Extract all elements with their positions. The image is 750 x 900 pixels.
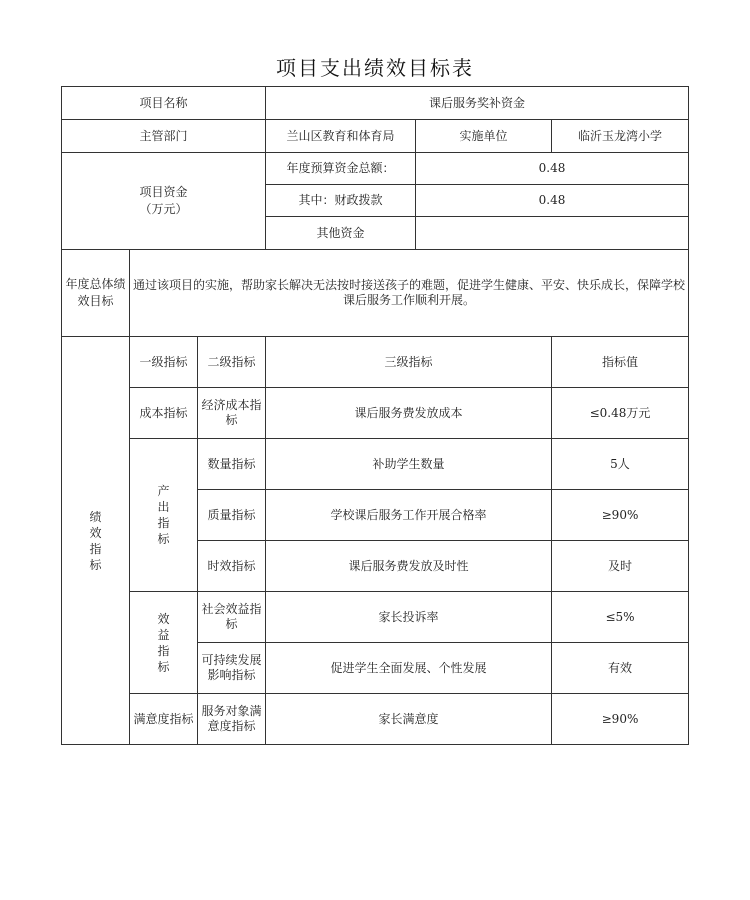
indicator-level3: 补助学生数量 — [266, 439, 552, 490]
performance-table — [61, 86, 689, 745]
indicator-level2: 可持续发展影响指标 — [198, 643, 266, 694]
indicator-level2: 数量指标 — [198, 439, 266, 490]
dept-value: 兰山区教育和体育局 — [266, 120, 416, 153]
group-benefit: 效益指标 — [157, 611, 170, 674]
table-row — [62, 439, 689, 490]
group-satisfaction: 满意度指标 — [130, 694, 198, 745]
row-funds-total — [62, 153, 689, 185]
funds-label: 项目资金 （万元） — [62, 153, 266, 250]
indicator-value: 及时 — [552, 541, 689, 592]
funds-total-value: 0.48 — [416, 153, 689, 185]
project-name-label: 项目名称 — [62, 87, 266, 120]
indicator-level2: 服务对象满意度指标 — [198, 694, 266, 745]
perf-label-cell — [62, 337, 130, 745]
funds-fiscal-value: 0.48 — [416, 185, 689, 217]
header-value: 指标值 — [552, 337, 689, 388]
row-annual-goal — [62, 250, 689, 337]
group-cost: 成本指标 — [130, 388, 198, 439]
indicator-value: 有效 — [552, 643, 689, 694]
header-level2: 二级指标 — [198, 337, 266, 388]
funds-other-value — [416, 217, 689, 250]
table-row — [62, 388, 689, 439]
indicator-level3: 家长满意度 — [266, 694, 552, 745]
indicator-level2: 时效指标 — [198, 541, 266, 592]
goal-text: 通过该项目的实施，帮助家长解决无法按时接送孩子的难题，促进学生健康、平安、快乐成长，保障学校课后服务工作顺利开展。 — [130, 250, 689, 337]
funds-other-label: 其他资金 — [266, 217, 416, 250]
header-level1: 一级指标 — [130, 337, 198, 388]
indicator-level3: 家长投诉率 — [266, 592, 552, 643]
group-benefit-cell — [130, 592, 198, 694]
indicator-level3: 课后服务费发放及时性 — [266, 541, 552, 592]
unit-value: 临沂玉龙湾小学 — [552, 120, 689, 153]
funds-total-label: 年度预算资金总额： — [266, 153, 416, 185]
dept-label: 主管部门 — [62, 120, 266, 153]
indicator-level2: 社会效益指标 — [198, 592, 266, 643]
table-row — [62, 694, 689, 745]
project-name-value: 课后服务奖补资金 — [266, 87, 689, 120]
goal-label: 年度总体绩效目标 — [62, 250, 130, 337]
indicator-value: 5人 — [552, 439, 689, 490]
indicator-value: ≥90% — [552, 490, 689, 541]
indicator-level2: 经济成本指标 — [198, 388, 266, 439]
indicator-value: ≤5% — [552, 592, 689, 643]
header-level3: 三级指标 — [266, 337, 552, 388]
indicator-level3: 促进学生全面发展、个性发展 — [266, 643, 552, 694]
funds-fiscal-label: 其中：财政拨款 — [266, 185, 416, 217]
row-department — [62, 120, 689, 153]
table-row — [62, 592, 689, 643]
indicator-value: ≤0.48万元 — [552, 388, 689, 439]
indicator-level3: 学校课后服务工作开展合格率 — [266, 490, 552, 541]
page-title: 项目支出绩效目标表 — [276, 56, 474, 80]
indicator-level2: 质量指标 — [198, 490, 266, 541]
group-output-cell — [130, 439, 198, 592]
indicator-level3: 课后服务费发放成本 — [266, 388, 552, 439]
row-headers — [62, 337, 689, 388]
row-project-name — [62, 87, 689, 120]
perf-label: 绩效指标 — [89, 509, 102, 572]
indicator-value: ≥90% — [552, 694, 689, 745]
unit-label: 实施单位 — [416, 120, 552, 153]
group-output: 产出指标 — [157, 484, 170, 546]
